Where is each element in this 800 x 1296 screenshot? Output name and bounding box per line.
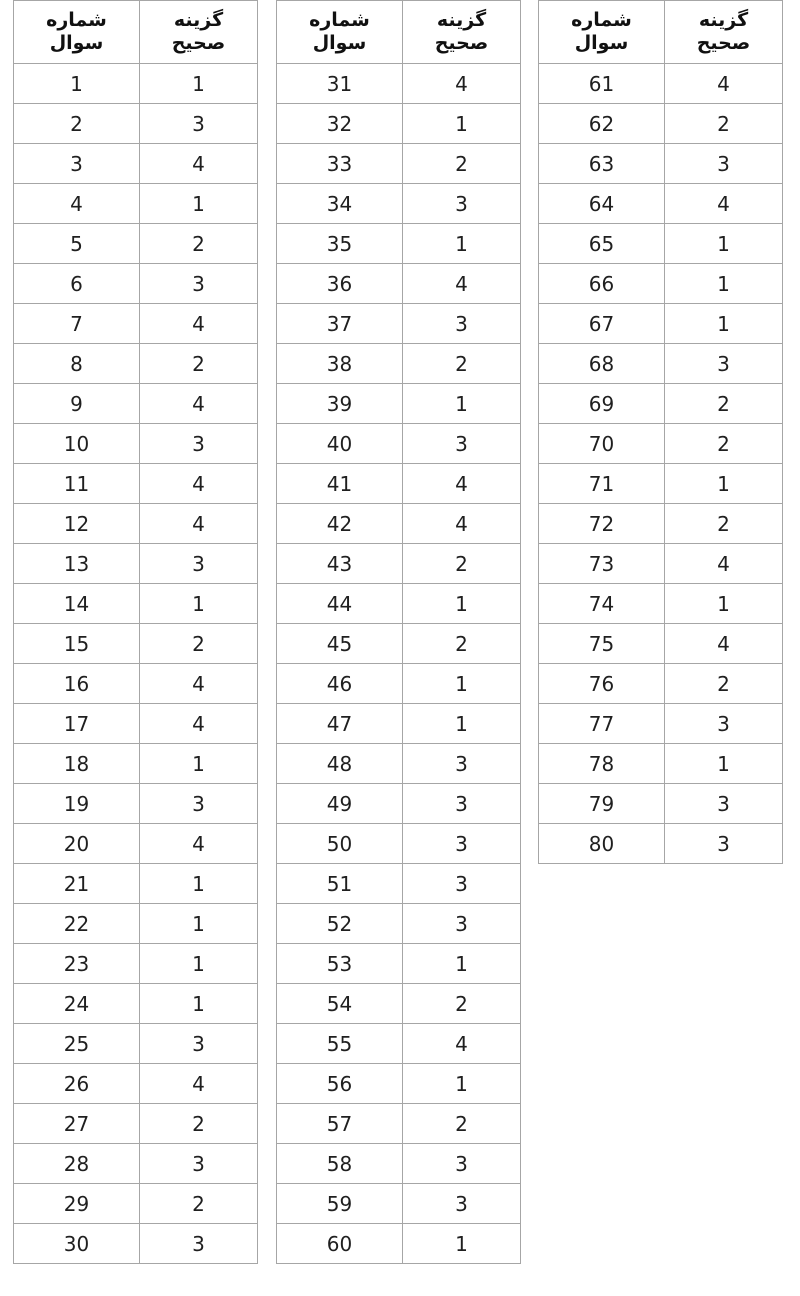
table-row xyxy=(539,184,783,224)
correct-option-cell: 1 xyxy=(403,224,521,264)
question-number-cell: 76 xyxy=(539,664,665,704)
correct-option-cell: 1 xyxy=(665,304,783,344)
question-number-cell: 36 xyxy=(277,264,403,304)
table-row xyxy=(539,384,783,424)
correct-option-cell: 4 xyxy=(140,144,258,184)
question-number-cell: 50 xyxy=(277,824,403,864)
question-number-cell: 4 xyxy=(14,184,140,224)
question-number-cell: 57 xyxy=(277,1104,403,1144)
correct-option-cell: 1 xyxy=(403,584,521,624)
question-number-cell: 10 xyxy=(14,424,140,464)
correct-option-cell: 2 xyxy=(140,1184,258,1224)
correct-option-cell: 3 xyxy=(403,1144,521,1184)
table-row xyxy=(539,104,783,144)
table-row xyxy=(277,304,521,344)
answer-key-table-2 xyxy=(276,0,521,1264)
question-number-cell: 60 xyxy=(277,1224,403,1264)
question-number-cell: 43 xyxy=(277,544,403,584)
question-number-cell: 19 xyxy=(14,784,140,824)
question-number-cell: 71 xyxy=(539,464,665,504)
header-text: گزینه xyxy=(698,9,749,31)
correct-option-cell: 1 xyxy=(403,944,521,984)
header-text: شماره xyxy=(571,9,632,31)
table-row xyxy=(14,384,258,424)
table-row xyxy=(14,144,258,184)
table-row xyxy=(277,104,521,144)
table-row xyxy=(539,584,783,624)
correct-option-cell: 4 xyxy=(665,64,783,104)
correct-option-cell: 1 xyxy=(403,1064,521,1104)
question-number-cell: 28 xyxy=(14,1144,140,1184)
header-text: صحیح xyxy=(434,32,489,54)
correct-option-cell: 2 xyxy=(403,144,521,184)
correct-option-cell: 4 xyxy=(140,824,258,864)
question-number-cell: 53 xyxy=(277,944,403,984)
correct-option-cell: 1 xyxy=(665,464,783,504)
correct-option-cell: 2 xyxy=(403,624,521,664)
table-row xyxy=(277,624,521,664)
header-text: سوال xyxy=(312,32,367,54)
question-number-cell: 41 xyxy=(277,464,403,504)
question-number-cell: 37 xyxy=(277,304,403,344)
table-row xyxy=(14,984,258,1024)
question-number-cell: 45 xyxy=(277,624,403,664)
table-row xyxy=(539,824,783,864)
correct-option-cell: 1 xyxy=(140,184,258,224)
question-number-cell: 74 xyxy=(539,584,665,624)
table-row xyxy=(277,64,521,104)
table-row xyxy=(539,424,783,464)
question-number-cell: 52 xyxy=(277,904,403,944)
question-number-cell: 14 xyxy=(14,584,140,624)
table-row xyxy=(277,424,521,464)
question-number-cell: 56 xyxy=(277,1064,403,1104)
correct-option-cell: 4 xyxy=(140,304,258,344)
correct-option-cell: 4 xyxy=(140,704,258,744)
table-row xyxy=(539,744,783,784)
question-number-cell: 35 xyxy=(277,224,403,264)
question-number-cell: 59 xyxy=(277,1184,403,1224)
answer-key-table-1 xyxy=(13,0,258,1264)
table-row xyxy=(277,864,521,904)
correct-option-header xyxy=(665,1,783,64)
question-number-header xyxy=(277,1,403,64)
correct-option-cell: 3 xyxy=(403,744,521,784)
correct-option-cell: 4 xyxy=(140,1064,258,1104)
question-number-cell: 27 xyxy=(14,1104,140,1144)
question-number-cell: 8 xyxy=(14,344,140,384)
correct-option-header xyxy=(140,1,258,64)
question-number-cell: 3 xyxy=(14,144,140,184)
correct-option-cell: 4 xyxy=(403,264,521,304)
correct-option-cell: 1 xyxy=(140,944,258,984)
table-row xyxy=(277,984,521,1024)
question-number-cell: 9 xyxy=(14,384,140,424)
question-number-cell: 38 xyxy=(277,344,403,384)
question-number-cell: 40 xyxy=(277,424,403,464)
table-header-row xyxy=(277,1,521,64)
question-number-cell: 33 xyxy=(277,144,403,184)
table-row xyxy=(277,504,521,544)
table-row xyxy=(14,1104,258,1144)
correct-option-cell: 1 xyxy=(403,664,521,704)
table-row xyxy=(14,944,258,984)
correct-option-cell: 3 xyxy=(665,704,783,744)
correct-option-cell: 1 xyxy=(665,584,783,624)
table-row xyxy=(14,624,258,664)
question-number-cell: 42 xyxy=(277,504,403,544)
table-row xyxy=(277,584,521,624)
correct-option-cell: 4 xyxy=(403,1024,521,1064)
table-row xyxy=(539,544,783,584)
table-row xyxy=(14,704,258,744)
table-row xyxy=(14,864,258,904)
question-number-cell: 46 xyxy=(277,664,403,704)
table-header-row xyxy=(14,1,258,64)
correct-option-cell: 3 xyxy=(665,344,783,384)
correct-option-cell: 1 xyxy=(403,104,521,144)
table-row xyxy=(277,384,521,424)
question-number-cell: 64 xyxy=(539,184,665,224)
table-row xyxy=(14,184,258,224)
table-row xyxy=(277,944,521,984)
table-row xyxy=(277,1064,521,1104)
table-row xyxy=(277,344,521,384)
table-row xyxy=(539,224,783,264)
question-number-cell: 7 xyxy=(14,304,140,344)
correct-option-cell: 4 xyxy=(665,624,783,664)
table-row xyxy=(14,904,258,944)
header-text: گزینه xyxy=(436,9,487,31)
correct-option-cell: 3 xyxy=(403,424,521,464)
question-number-cell: 30 xyxy=(14,1224,140,1264)
question-number-cell: 22 xyxy=(14,904,140,944)
table-row xyxy=(539,504,783,544)
correct-option-cell: 2 xyxy=(140,624,258,664)
table-row xyxy=(277,224,521,264)
table-row xyxy=(14,64,258,104)
table-row xyxy=(14,1144,258,1184)
correct-option-cell: 2 xyxy=(665,384,783,424)
question-number-cell: 21 xyxy=(14,864,140,904)
correct-option-cell: 2 xyxy=(665,664,783,704)
correct-option-cell: 3 xyxy=(403,864,521,904)
correct-option-cell: 3 xyxy=(403,304,521,344)
table-row xyxy=(277,1184,521,1224)
question-number-header xyxy=(14,1,140,64)
correct-option-cell: 3 xyxy=(140,1144,258,1184)
table-row xyxy=(539,784,783,824)
question-number-cell: 34 xyxy=(277,184,403,224)
question-number-cell: 65 xyxy=(539,224,665,264)
correct-option-cell: 1 xyxy=(140,64,258,104)
question-number-cell: 20 xyxy=(14,824,140,864)
table-row xyxy=(539,64,783,104)
question-number-cell: 78 xyxy=(539,744,665,784)
question-number-cell: 67 xyxy=(539,304,665,344)
correct-option-cell: 3 xyxy=(140,104,258,144)
table-row xyxy=(14,344,258,384)
question-number-cell: 18 xyxy=(14,744,140,784)
table-row xyxy=(277,184,521,224)
question-number-cell: 26 xyxy=(14,1064,140,1104)
table-row xyxy=(539,704,783,744)
table-row xyxy=(14,504,258,544)
question-number-cell: 11 xyxy=(14,464,140,504)
correct-option-cell: 1 xyxy=(140,984,258,1024)
table-row xyxy=(14,544,258,584)
question-number-cell: 58 xyxy=(277,1144,403,1184)
correct-option-cell: 1 xyxy=(140,904,258,944)
correct-option-cell: 2 xyxy=(403,984,521,1024)
correct-option-cell: 3 xyxy=(140,544,258,584)
table-row xyxy=(277,1104,521,1144)
table-row xyxy=(14,784,258,824)
table-row xyxy=(277,144,521,184)
correct-option-cell: 2 xyxy=(665,424,783,464)
correct-option-cell: 1 xyxy=(403,384,521,424)
correct-option-cell: 3 xyxy=(140,264,258,304)
table-row xyxy=(14,1024,258,1064)
correct-option-cell: 3 xyxy=(403,184,521,224)
correct-option-cell: 1 xyxy=(665,744,783,784)
question-number-cell: 23 xyxy=(14,944,140,984)
table-row xyxy=(277,1024,521,1064)
correct-option-cell: 4 xyxy=(403,64,521,104)
question-number-cell: 15 xyxy=(14,624,140,664)
table-row xyxy=(539,304,783,344)
question-number-cell: 80 xyxy=(539,824,665,864)
correct-option-cell: 2 xyxy=(665,104,783,144)
table-header-row xyxy=(539,1,783,64)
correct-option-cell: 3 xyxy=(665,784,783,824)
correct-option-cell: 1 xyxy=(140,744,258,784)
answer-key-table-3 xyxy=(538,0,783,864)
correct-option-cell: 4 xyxy=(140,464,258,504)
correct-option-cell: 3 xyxy=(403,1184,521,1224)
correct-option-cell: 2 xyxy=(403,344,521,384)
correct-option-cell: 2 xyxy=(665,504,783,544)
correct-option-cell: 4 xyxy=(403,504,521,544)
table-row xyxy=(14,424,258,464)
correct-option-cell: 4 xyxy=(403,464,521,504)
table-row xyxy=(277,784,521,824)
table-row xyxy=(14,1184,258,1224)
table-row xyxy=(14,664,258,704)
table-row xyxy=(14,1224,258,1264)
question-number-cell: 1 xyxy=(14,64,140,104)
question-number-cell: 54 xyxy=(277,984,403,1024)
correct-option-cell: 4 xyxy=(140,504,258,544)
table-row xyxy=(14,1064,258,1104)
table-row xyxy=(539,624,783,664)
question-number-cell: 73 xyxy=(539,544,665,584)
table-row xyxy=(14,824,258,864)
question-number-cell: 47 xyxy=(277,704,403,744)
correct-option-cell: 1 xyxy=(140,864,258,904)
table-row xyxy=(277,824,521,864)
table-row xyxy=(277,744,521,784)
correct-option-cell: 3 xyxy=(140,1224,258,1264)
correct-option-cell: 4 xyxy=(665,544,783,584)
correct-option-cell: 2 xyxy=(403,1104,521,1144)
correct-option-cell: 3 xyxy=(403,904,521,944)
question-number-cell: 2 xyxy=(14,104,140,144)
table-row xyxy=(14,584,258,624)
table-row xyxy=(14,744,258,784)
correct-option-cell: 1 xyxy=(403,704,521,744)
question-number-cell: 77 xyxy=(539,704,665,744)
correct-option-cell: 3 xyxy=(665,144,783,184)
correct-option-cell: 3 xyxy=(403,784,521,824)
table-row xyxy=(14,264,258,304)
question-number-header xyxy=(539,1,665,64)
question-number-cell: 66 xyxy=(539,264,665,304)
correct-option-cell: 1 xyxy=(403,1224,521,1264)
header-text: سوال xyxy=(574,32,629,54)
table-row xyxy=(277,544,521,584)
question-number-cell: 12 xyxy=(14,504,140,544)
correct-option-cell: 1 xyxy=(665,224,783,264)
question-number-cell: 16 xyxy=(14,664,140,704)
question-number-cell: 62 xyxy=(539,104,665,144)
table-row xyxy=(14,304,258,344)
question-number-cell: 55 xyxy=(277,1024,403,1064)
correct-option-cell: 3 xyxy=(140,424,258,464)
correct-option-cell: 3 xyxy=(665,824,783,864)
question-number-cell: 49 xyxy=(277,784,403,824)
question-number-cell: 39 xyxy=(277,384,403,424)
table-row xyxy=(539,264,783,304)
question-number-cell: 24 xyxy=(14,984,140,1024)
header-text: گزینه xyxy=(173,9,224,31)
table-row xyxy=(277,1144,521,1184)
question-number-cell: 69 xyxy=(539,384,665,424)
question-number-cell: 13 xyxy=(14,544,140,584)
correct-option-header xyxy=(403,1,521,64)
question-number-cell: 48 xyxy=(277,744,403,784)
correct-option-cell: 2 xyxy=(403,544,521,584)
correct-option-cell: 3 xyxy=(140,1024,258,1064)
header-text: صحیح xyxy=(696,32,751,54)
table-row xyxy=(539,344,783,384)
correct-option-cell: 2 xyxy=(140,224,258,264)
question-number-cell: 25 xyxy=(14,1024,140,1064)
question-number-cell: 72 xyxy=(539,504,665,544)
header-text: سوال xyxy=(49,32,104,54)
table-row xyxy=(277,704,521,744)
question-number-cell: 79 xyxy=(539,784,665,824)
correct-option-cell: 1 xyxy=(665,264,783,304)
correct-option-cell: 1 xyxy=(140,584,258,624)
question-number-cell: 6 xyxy=(14,264,140,304)
question-number-cell: 32 xyxy=(277,104,403,144)
question-number-cell: 61 xyxy=(539,64,665,104)
table-row xyxy=(14,464,258,504)
table-row xyxy=(14,224,258,264)
correct-option-cell: 2 xyxy=(140,344,258,384)
table-row xyxy=(277,664,521,704)
table-row xyxy=(277,904,521,944)
table-row xyxy=(14,104,258,144)
table-row xyxy=(277,264,521,304)
table-row xyxy=(277,464,521,504)
question-number-cell: 17 xyxy=(14,704,140,744)
correct-option-cell: 4 xyxy=(140,384,258,424)
table-row xyxy=(539,664,783,704)
question-number-cell: 31 xyxy=(277,64,403,104)
question-number-cell: 44 xyxy=(277,584,403,624)
question-number-cell: 51 xyxy=(277,864,403,904)
table-row xyxy=(277,1224,521,1264)
correct-option-cell: 2 xyxy=(140,1104,258,1144)
correct-option-cell: 3 xyxy=(403,824,521,864)
table-row xyxy=(539,464,783,504)
table-row xyxy=(539,144,783,184)
question-number-cell: 5 xyxy=(14,224,140,264)
correct-option-cell: 4 xyxy=(665,184,783,224)
question-number-cell: 70 xyxy=(539,424,665,464)
question-number-cell: 75 xyxy=(539,624,665,664)
header-text: شماره xyxy=(309,9,370,31)
header-text: شماره xyxy=(46,9,107,31)
question-number-cell: 63 xyxy=(539,144,665,184)
question-number-cell: 68 xyxy=(539,344,665,384)
correct-option-cell: 3 xyxy=(140,784,258,824)
question-number-cell: 29 xyxy=(14,1184,140,1224)
correct-option-cell: 4 xyxy=(140,664,258,704)
header-text: صحیح xyxy=(171,32,226,54)
